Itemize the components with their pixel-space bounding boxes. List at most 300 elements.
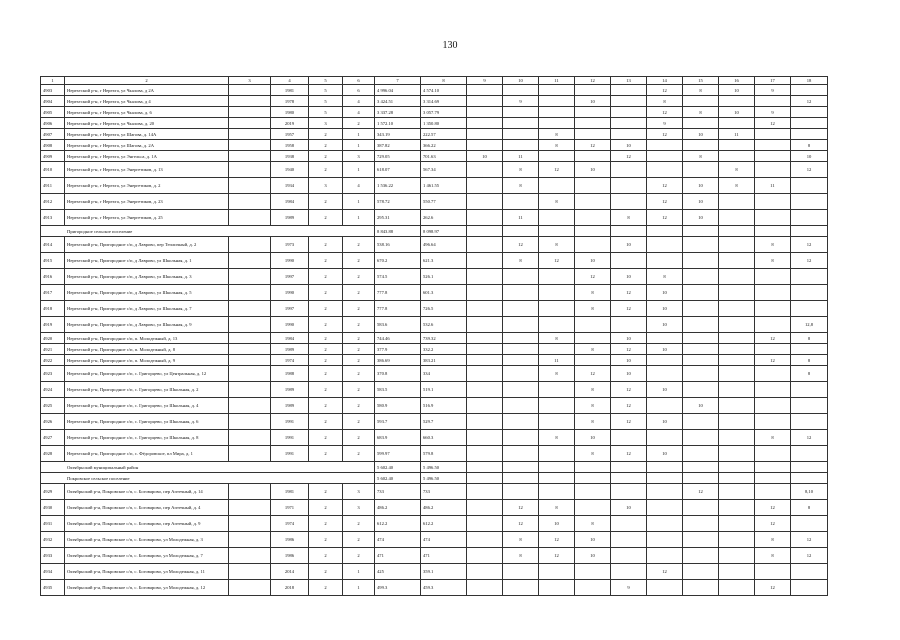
value-cell: 532.6 (421, 317, 467, 333)
value-cell: 2 (309, 129, 343, 140)
value-cell (503, 366, 539, 382)
value-cell: 12 (575, 269, 611, 285)
table-row (41, 366, 828, 382)
value-cell: 2018 (271, 580, 309, 596)
value-cell (503, 580, 539, 596)
value-cell: 1 536.22 (375, 178, 421, 194)
empty-cell (683, 462, 719, 473)
value-cell (503, 85, 539, 96)
value-cell: 486.2 (421, 500, 467, 516)
value-cell: 2 (309, 317, 343, 333)
value-cell: 1981 (271, 484, 309, 500)
value-cell: 11 (539, 355, 575, 366)
value-cell (467, 446, 503, 462)
value-cell: 12 (611, 151, 647, 162)
address-cell: Нерехтский р-н, Пригородное с/п, д Лаврово, ул Школьная, д. 7 (65, 301, 229, 317)
value-cell: 593.7 (375, 414, 421, 430)
value-cell: 10 (647, 446, 683, 462)
value-cell (503, 333, 539, 344)
section-row (41, 226, 828, 237)
row-number: 4907 (41, 129, 65, 140)
value-cell (611, 107, 647, 118)
value-cell: 10 (647, 301, 683, 317)
value-cell (467, 382, 503, 398)
value-cell: 8 (539, 430, 575, 446)
value-cell: 8 (611, 210, 647, 226)
value-cell: 2 (343, 398, 375, 414)
value-cell: 10 (575, 253, 611, 269)
value-cell (791, 301, 828, 317)
address-cell: Нерехтский р-н, Пригородное с/п, с. Фёдоровское, пл Мира, д. 1 (65, 446, 229, 462)
row-number: 4929 (41, 484, 65, 500)
value-cell: 2 (309, 516, 343, 532)
value-cell (755, 446, 791, 462)
value-cell (719, 301, 755, 317)
empty-cell (755, 226, 791, 237)
value-cell (467, 548, 503, 564)
value-cell: 474 (375, 532, 421, 548)
value-cell (719, 564, 755, 580)
value-cell: 8 (539, 129, 575, 140)
value-cell: 12 (791, 532, 828, 548)
section-total: 8 843.88 (375, 226, 421, 237)
value-cell: 4 996.04 (375, 85, 421, 96)
value-cell: 12,8 (791, 317, 828, 333)
address-cell: Нерехтский р-н, Пригородное с/п, п. Молодежный, д. 9 (65, 355, 229, 366)
value-cell (467, 414, 503, 430)
empty-cell (683, 473, 719, 484)
value-cell (683, 500, 719, 516)
value-cell (719, 96, 755, 107)
value-cell: 9 (503, 96, 539, 107)
table-row (41, 140, 828, 151)
value-cell (467, 162, 503, 178)
value-cell: 343.19 (375, 129, 421, 140)
empty-cell (719, 473, 755, 484)
value-cell: 1 (343, 129, 375, 140)
row-number: 4908 (41, 140, 65, 151)
value-cell (467, 500, 503, 516)
value-cell: 12 (647, 85, 683, 96)
value-cell (791, 344, 828, 355)
value-cell (467, 580, 503, 596)
empty-cell (503, 226, 539, 237)
value-cell: 10 (683, 178, 719, 194)
value-cell (539, 118, 575, 129)
column-number: 2 (65, 77, 229, 85)
value-cell (467, 344, 503, 355)
value-cell: 8 (755, 253, 791, 269)
value-cell: 12 (791, 237, 828, 253)
value-cell (575, 484, 611, 500)
value-cell (755, 301, 791, 317)
value-cell (575, 194, 611, 210)
column-number: 15 (683, 77, 719, 85)
value-cell: 10 (683, 194, 719, 210)
value-cell: 8 (539, 237, 575, 253)
column-number: 5 (309, 77, 343, 85)
row-number: 4918 (41, 301, 65, 317)
value-cell: 744.46 (375, 333, 421, 344)
value-cell (467, 285, 503, 301)
empty-cell (467, 473, 503, 484)
value-cell: 1984 (271, 194, 309, 210)
value-cell (229, 317, 271, 333)
value-cell (611, 532, 647, 548)
value-cell: 10 (611, 333, 647, 344)
value-cell (755, 317, 791, 333)
empty-cell (719, 226, 755, 237)
value-cell: 2 (343, 382, 375, 398)
value-cell (467, 140, 503, 151)
value-cell: 2 (343, 355, 375, 366)
value-cell (611, 564, 647, 580)
value-cell: 12 (611, 446, 647, 462)
value-cell (755, 151, 791, 162)
address-cell: Нерехтский р-н, Пригородное с/п, с. Григорцево, ул Школьная, д. 8 (65, 430, 229, 446)
table-row (41, 162, 828, 178)
value-cell (229, 237, 271, 253)
value-cell (791, 382, 828, 398)
section-total: 5 496.50 (421, 462, 467, 473)
table-row (41, 516, 828, 532)
value-cell (539, 382, 575, 398)
value-cell (683, 532, 719, 548)
empty-cell (791, 473, 828, 484)
value-cell (229, 333, 271, 344)
value-cell (683, 285, 719, 301)
value-cell (467, 96, 503, 107)
value-cell: 12 (755, 516, 791, 532)
value-cell (539, 107, 575, 118)
value-cell: 726.5 (421, 301, 467, 317)
value-cell: 12 (539, 253, 575, 269)
table-row (41, 548, 828, 564)
address-cell: Нерехтский р-н, г Нерехта, ул Чкалова, д 2А (65, 85, 229, 96)
value-cell: 2 (309, 301, 343, 317)
value-cell: 2 (343, 269, 375, 285)
value-cell (719, 269, 755, 285)
table-row (41, 107, 828, 118)
value-cell: 10 (719, 107, 755, 118)
value-cell: 777.8 (375, 285, 421, 301)
value-cell: 8 (575, 344, 611, 355)
value-cell (539, 580, 575, 596)
value-cell (229, 85, 271, 96)
section-total: 8 098.97 (421, 226, 467, 237)
value-cell (647, 333, 683, 344)
value-cell (229, 355, 271, 366)
value-cell (683, 355, 719, 366)
value-cell: 5 (309, 107, 343, 118)
value-cell (611, 118, 647, 129)
section-total: 5 602.40 (375, 462, 421, 473)
value-cell: 8 (683, 151, 719, 162)
value-cell: 2 (309, 269, 343, 285)
value-cell (503, 194, 539, 210)
row-number: 4924 (41, 382, 65, 398)
value-cell: 2 (309, 532, 343, 548)
value-cell: 383.21 (421, 355, 467, 366)
value-cell: 2019 (271, 118, 309, 129)
value-cell: 12 (647, 178, 683, 194)
value-cell: 8 (539, 140, 575, 151)
value-cell (229, 366, 271, 382)
value-cell: 10 (647, 344, 683, 355)
value-cell: 1 (343, 162, 375, 178)
value-cell (503, 118, 539, 129)
address-cell: Нерехтский р-н, г Нерехта, ул Шагова, д. 14А (65, 129, 229, 140)
row-number: 4916 (41, 269, 65, 285)
value-cell (683, 269, 719, 285)
value-cell: 12 (791, 96, 828, 107)
value-cell: 10 (647, 285, 683, 301)
row-number: 4914 (41, 237, 65, 253)
value-cell: 2 (309, 414, 343, 430)
value-cell: 1989 (271, 398, 309, 414)
value-cell: 10 (575, 532, 611, 548)
value-cell (683, 140, 719, 151)
value-cell (755, 414, 791, 430)
value-cell (575, 107, 611, 118)
value-cell: 599.97 (375, 446, 421, 462)
value-cell: 12 (503, 516, 539, 532)
address-cell: Нерехтский р-н, Пригородное с/п, с. Григорцево, ул Школьная, д. 4 (65, 398, 229, 414)
value-cell: 1974 (271, 355, 309, 366)
empty-cell (575, 226, 611, 237)
value-cell: 8 (575, 285, 611, 301)
value-cell: 3 (309, 178, 343, 194)
empty-cell (575, 462, 611, 473)
value-cell: 10 (467, 151, 503, 162)
value-cell (719, 430, 755, 446)
value-cell: 10 (719, 85, 755, 96)
table-row (41, 285, 828, 301)
row-number: 4933 (41, 548, 65, 564)
value-cell (791, 516, 828, 532)
address-cell: Нерехтский р-н, Пригородное с/п, с. Григорцево, ул Школьная, д. 2 (65, 382, 229, 398)
address-cell: Октябрьский р-н, Покровское с/п, с. Боговарово, ул Молодежная, д. 7 (65, 548, 229, 564)
value-cell (719, 355, 755, 366)
row-number: 4934 (41, 564, 65, 580)
value-cell (575, 237, 611, 253)
value-cell: 9 (755, 107, 791, 118)
row-number: 4923 (41, 366, 65, 382)
table-row (41, 564, 828, 580)
value-cell (611, 178, 647, 194)
row-number: 4927 (41, 430, 65, 446)
value-cell: 2 (343, 301, 375, 317)
value-cell (719, 446, 755, 462)
table-row (41, 210, 828, 226)
value-cell (791, 580, 828, 596)
value-cell: 8 (539, 500, 575, 516)
value-cell (539, 564, 575, 580)
value-cell: 2 (343, 430, 375, 446)
value-cell: 386.69 (375, 355, 421, 366)
value-cell (229, 484, 271, 500)
row-number: 4935 (41, 580, 65, 596)
address-cell: Октябрьский р-н, Покровское с/п, с. Боговарово, ул Молодежная, д. 12 (65, 580, 229, 596)
value-cell (719, 317, 755, 333)
section-label: Октябрьский муниципальный район (41, 462, 375, 473)
value-cell: 1980 (271, 107, 309, 118)
value-cell: 8 (503, 178, 539, 194)
value-cell: 2 (309, 430, 343, 446)
value-cell: 580.9 (375, 398, 421, 414)
value-cell: 2 (309, 564, 343, 580)
table-row (41, 194, 828, 210)
row-number: 4912 (41, 194, 65, 210)
value-cell: 1958 (271, 140, 309, 151)
value-cell: 729.05 (375, 151, 421, 162)
value-cell: 11 (503, 210, 539, 226)
value-cell: 1991 (271, 446, 309, 462)
value-cell: 12 (611, 285, 647, 301)
address-cell: Нерехтский р-н, г Нерехта, ул Чкалова, д. 20 (65, 118, 229, 129)
value-cell: 2 (343, 285, 375, 301)
value-cell: 8 (683, 85, 719, 96)
table-row (41, 317, 828, 333)
value-cell: 8 (539, 366, 575, 382)
empty-cell (539, 462, 575, 473)
value-cell (755, 382, 791, 398)
register-table (40, 76, 828, 596)
value-cell (229, 178, 271, 194)
table-row (41, 344, 828, 355)
value-cell: 6 (343, 85, 375, 96)
value-cell: 10 (575, 162, 611, 178)
value-cell: 8 (683, 107, 719, 118)
row-number: 4921 (41, 344, 65, 355)
value-cell (755, 398, 791, 414)
value-cell: 496.64 (421, 237, 467, 253)
section-label: Покровское сельское поселение (41, 473, 375, 484)
value-cell: 471 (421, 548, 467, 564)
value-cell: 2 (309, 355, 343, 366)
value-cell: 2 (309, 484, 343, 500)
value-cell (683, 580, 719, 596)
value-cell: 12 (647, 107, 683, 118)
value-cell: 12 (791, 548, 828, 564)
value-cell: 2 (343, 366, 375, 382)
address-cell: Октябрьский р-н, Покровское с/п, с. Боговарово, пер Аптечный, д. 14 (65, 484, 229, 500)
table-row (41, 532, 828, 548)
value-cell: 3 314.69 (421, 96, 467, 107)
value-cell: 574.5 (375, 269, 421, 285)
value-cell: 10 (683, 210, 719, 226)
value-cell: 1934 (271, 178, 309, 194)
value-cell (229, 129, 271, 140)
value-cell: 601.3 (421, 285, 467, 301)
table-row (41, 446, 828, 462)
value-cell: 683.9 (375, 430, 421, 446)
value-cell: 12 (611, 398, 647, 414)
value-cell (719, 140, 755, 151)
value-cell (791, 269, 828, 285)
empty-cell (647, 462, 683, 473)
value-cell (647, 500, 683, 516)
value-cell: 1991 (271, 414, 309, 430)
section-row (41, 462, 828, 473)
address-cell: Нерехтский р-н, г Нерехта, ул Шагова, д. 2А (65, 140, 229, 151)
value-cell (229, 210, 271, 226)
value-cell: 8 (755, 548, 791, 564)
value-cell (683, 301, 719, 317)
value-cell: 8 (503, 253, 539, 269)
value-cell: 12 (611, 382, 647, 398)
value-cell: 1988 (271, 366, 309, 382)
value-cell: 8 (791, 355, 828, 366)
value-cell: 1997 (271, 301, 309, 317)
value-cell (467, 210, 503, 226)
value-cell (647, 516, 683, 532)
value-cell: 12 (575, 366, 611, 382)
value-cell (575, 333, 611, 344)
address-cell: Нерехтский р-н, г Нерехта, ул Энергетиков, д. 23 (65, 194, 229, 210)
value-cell (719, 500, 755, 516)
value-cell: 12 (755, 500, 791, 516)
value-cell (467, 516, 503, 532)
value-cell: 529.7 (421, 414, 467, 430)
value-cell (503, 317, 539, 333)
value-cell: 10 (791, 151, 828, 162)
value-cell (683, 96, 719, 107)
value-cell (719, 548, 755, 564)
value-cell (539, 85, 575, 96)
row-number: 4922 (41, 355, 65, 366)
value-cell: 10 (611, 500, 647, 516)
value-cell (683, 333, 719, 344)
value-cell: 1 (343, 194, 375, 210)
column-number: 16 (719, 77, 755, 85)
value-cell (229, 253, 271, 269)
row-number: 4925 (41, 398, 65, 414)
value-cell (791, 414, 828, 430)
value-cell: 10 (611, 355, 647, 366)
value-cell: 10 (575, 430, 611, 446)
value-cell: 777.8 (375, 301, 421, 317)
row-number: 4915 (41, 253, 65, 269)
value-cell: 2 (309, 446, 343, 462)
value-cell: 2 (309, 580, 343, 596)
value-cell (229, 344, 271, 355)
empty-cell (503, 473, 539, 484)
value-cell: 12 (755, 333, 791, 344)
value-cell: 10 (539, 516, 575, 532)
value-cell: 1 461.55 (421, 178, 467, 194)
value-cell (755, 210, 791, 226)
empty-cell (719, 462, 755, 473)
value-cell: 471 (375, 548, 421, 564)
value-cell: 474 (421, 532, 467, 548)
value-cell: 519.1 (421, 382, 467, 398)
address-cell: Нерехтский р-н, Пригородное с/п, д Лаврово, пер Тепличный, д. 2 (65, 237, 229, 253)
value-cell: 9 (611, 580, 647, 596)
value-cell (539, 151, 575, 162)
value-cell (611, 484, 647, 500)
value-cell (647, 532, 683, 548)
register-table-body (41, 77, 828, 596)
value-cell (683, 414, 719, 430)
table-row (41, 500, 828, 516)
table-row (41, 85, 828, 96)
table-row (41, 96, 828, 107)
value-cell (467, 129, 503, 140)
value-cell (719, 285, 755, 301)
value-cell: 8 (719, 162, 755, 178)
value-cell (467, 178, 503, 194)
